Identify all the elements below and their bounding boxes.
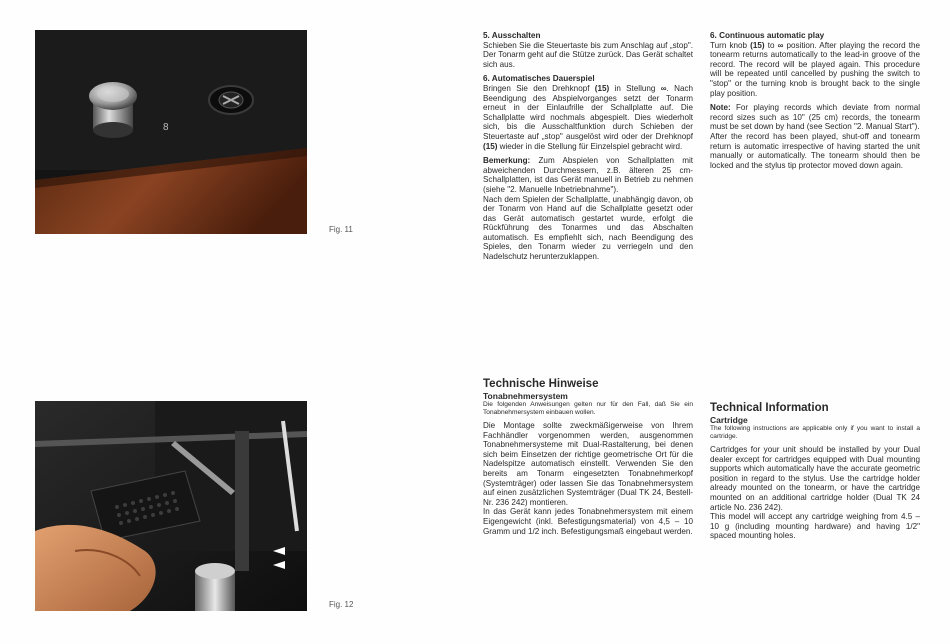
technical-body-2-de: In das Gerät kann jedes Tonabnehmersystem mit einem Eigengewicht (inkl. Befestigungsmaterial) von 4,5 – 10 Gramm und 1/2 inch. Befestigungsmaß eingebaut werden. — [483, 507, 693, 536]
english-operation-column — [710, 31, 920, 170]
section-5-body-de: Schieben Sie die Steuertaste bis zum Anschlag auf „stop". Der Tonarm geht auf die Stütze zurück. Das Gerät schaltet sich aus. — [483, 40, 693, 69]
note-de: Bemerkung: Zum Abspielen von Schallplatten mit abweichenden Durchmessern, z.B. älteren 25 cm-Schallplatten, ist das Gerät manuell in Betrieb zu nehmen (siehe "2. Manuelle Inbetriebnahme"). — [483, 156, 693, 194]
technical-title-en: Technical Information — [710, 402, 829, 414]
technical-body-de: Die Montage sollte zweckmäßigerweise von Ihrem Fachhändler vorgenommen werden, ausgenommen Tonabnehmersysteme mit Dual-Rastalterung, bei denen sich beim Einsetzen der richtige geometrische Ort für die Nadelspitze automatisch einstellt. Verwenden Sie den bereits am Tonarm eingesetzten Tonabnehmerkopf (Systemträger) oder lassen Sie das Tonabnehmersystem auf einen zusätzlichen Systemträger (Dual TK 24, Bestell-Nr. 236 242) montieren. — [483, 421, 693, 507]
english-technical-column — [710, 402, 920, 541]
svg-text:8: 8 — [163, 122, 169, 133]
section-6-body-en: Turn knob (15) to ∞ position. After playing the record the tonearm returns automatically to the lead-in groove of the record. The record will be played again. This procedure will be repeated until cancelled by pushing the switch to "stop" or the turning knob is brought back to the single play position. — [710, 40, 921, 98]
section-6-body-de: Bringen Sie den Drehknopf (15) in Stellung ∞. Nach Beendigung des Abspielvorganges setzt der Tonarm erneut in der Einlaufrille der Schallplatte auf. Die Schallplatte wird nochmals abgespielt. Dies wiederholt sich, bis die Ausschaltfunktion durch Schieben der Steuertaste auf „stop" ausgelöst wird oder der Drehknopf (15) wieder in die Stellung für Einzelspiel gebracht wird. — [483, 83, 693, 151]
note-2-de: Nach dem Spielen der Schallplatte, unabhängig davon, ob der Tonarm von Hand auf die Schallplatte gesetzt oder das Gerät automatisch gestartet wurde, erfolgt die Rückführung des Tonarmes und das Abschalten automatisch. Es empfiehlt sich, nach Beendigung des Spieles, den Tonarm wieder zu verriegeln und den Nadelschutz herunterzuklappen. — [483, 194, 693, 262]
intro-en: The following instructions are applicable only if you want to install a cartridge. — [710, 425, 920, 440]
section-6-title-de: 6. Automatisches Dauerspiel — [483, 74, 595, 84]
german-operation-column — [483, 31, 693, 262]
fig-11-label: Fig. 11 — [329, 225, 353, 234]
section-6-title-en: 6. Continuous automatic play — [710, 31, 825, 40]
note-en: Note: For playing records which deviate from normal record sizes such as 10" (25 cm) records, the tonearm must be set down by hand (see Section "2. Manual Start"). — [710, 103, 920, 132]
technical-body-en: Cartridges for your unit should be installed by your Dual dealer except for cartridges equipped with Dual mounting supports which automatically have the accurate geometric position in regard to the stylus. Use the cartridge holder already mounted on the tonearm, or have the cartridge mounted on an additional cartridge holder (Dual TK 24 article No. 236 242). — [710, 445, 920, 512]
section-5-title-de: 5. Ausschalten — [483, 31, 541, 40]
german-technical-column — [483, 378, 693, 536]
technical-body-2-en: This model will accept any cartridge weighing from 4.5 – 10 g (including mounting hardware) and having 1/2" spaced mounting holes. — [710, 512, 920, 541]
turntable-control-knob-photo — [35, 30, 307, 234]
cartridge-subtitle-en: Cartridge — [710, 415, 748, 425]
cartridge-subtitle-de: Tonabnehmersystem — [483, 391, 568, 401]
technical-title-de: Technische Hinweise — [483, 378, 599, 390]
intro-de: Die folgenden Anweisungen gelten nur für den Fall, daß Sie ein Tonabnehmersystem einbauen wollen. — [483, 401, 693, 416]
fig-11-photo — [35, 30, 307, 234]
fig-12-label: Fig. 12 — [329, 600, 354, 609]
tonearm-cartridge-photo — [35, 401, 307, 611]
fig-12-photo — [35, 401, 307, 611]
note-2-en: After the record has been played, shut-off and tonearm return is automatic irrespective of having started the unit manually or automatically. The tonearm should then be locked and the stylus tip protector moved down again. — [710, 131, 920, 170]
